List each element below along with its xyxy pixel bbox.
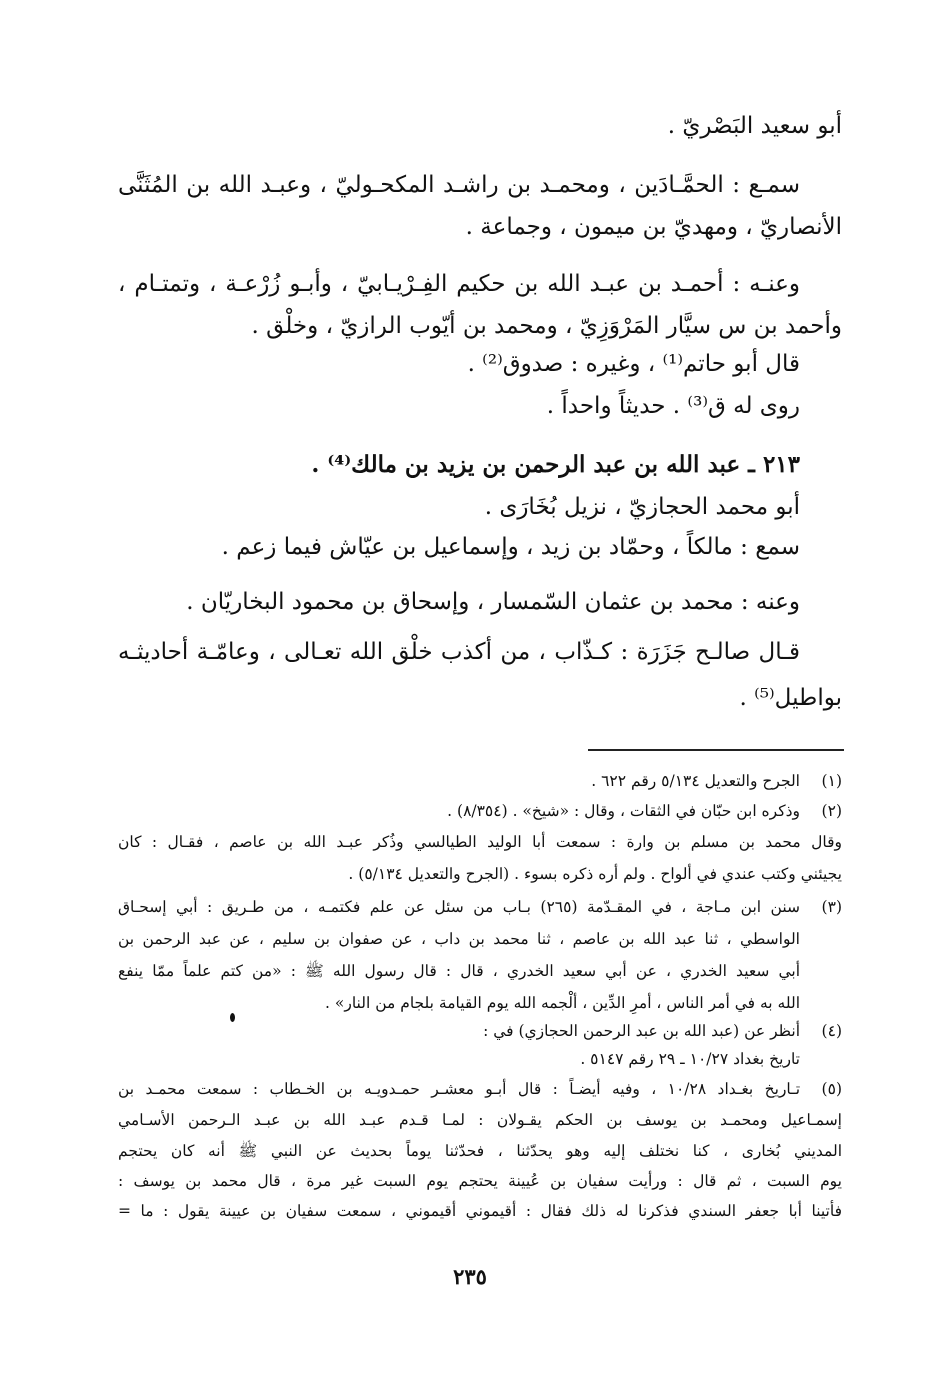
footnote-line [118,827,842,857]
footnote-line [118,1196,842,1226]
entry-heading: ٢١٣ ـ عبد الله بن عبد الرحمن بن يزيد بن مالك⁽⁴⁾ . [311,451,800,478]
footnote-divider [588,749,844,751]
text-line: روى له ق⁽³⁾ . حديثاً واحداً . [546,393,800,419]
text-line: أبو محمد الحجازيّ ، نزيل بُخَارَى . [484,494,800,520]
text-line: أبو سعيد البَصْريّ . [667,113,842,139]
footnote-number: (٢) [821,802,842,820]
footnote-line [118,796,842,826]
text-line: وعنـه : أحمـد بن عبـد الله بن حكيم الفِـرْيـابيّ ، وأبـو زُرْعـة ، وتمتـام ، [118,271,800,297]
footnote-line [118,1166,842,1196]
footnote-text: يوم السبت ، ثم قال : ورأيت سفيان بن عُيينة يحتجم يوم السبت غير مرة ، قال محمد بن يوسف : [118,1172,842,1190]
footnote-line [118,766,842,796]
text-line: قال أبو حاتم⁽¹⁾ ، وغيره : صدوق⁽²⁾ . [467,351,800,377]
footnote-number: (١) [821,772,842,790]
footnote-number: (٣) [821,898,842,916]
footnote-text: الواسطي ، ثنا عبد الله بن عاصم ، ثنا محمد بن داب ، عن صفوان بن سليم ، عن عبد الرحمن بن [118,930,800,948]
text-line: سمع : مالكاً ، وحمّاد بن زيد ، وإسماعيل بن عيّاش فيما زعم . [221,534,800,560]
footnote-text: سنن ابن مـاجة ، في المقـدّمة (٢٦٥) بـاب من سئل عن علم فكتمـه ، من طـريق : أبي إسحـاق [118,898,800,916]
footnote-text: إسمـاعيل ومحمـد بن يوسف بن الحكم يقـولان : لمـا قـدم عبـد الله بن عبـد الـرحمن الأسـامي [118,1111,842,1129]
footnote-text: فأتينا أبا جعفر السندي فذكرنا له ذلك فقال : أقيموني أقيموني ، سمعت سفيان بن عيينة يقول : ما = [118,1202,842,1220]
footnote-text: أبي سعيد الخدري ، عن أبي سعيد الخدري ، قال : قال رسول الله ﷺ : «من كتم علماً ممّا ينفع [118,962,800,980]
text-line: وعنه : محمد بن عثمان السّمسار ، وإسحاق بن محمود البخاريّان . [186,589,800,615]
text-line: قـال صالـح جَزَرَة : كـذّاب ، من أكذب خلْق الله تعـالى ، وعامّـة أحاديثـه [118,639,800,665]
footnote-text: وقال محمد بن مسلم بن وارة : سمعت أبا الوليد الطيالسي وذُكر عبـد الله بن عاصم ، فقـال : كان [118,833,842,851]
text-line: سمـع : الحمَّـادَين ، ومحمـد بن راشـد المكحـوليّ ، وعبـد الله بن المُثَنَّى [118,172,800,198]
footnote-line [118,924,842,954]
footnote-text: الله به في أمر الناس ، أمرِ الدِّين ، ألْجمه الله يوم القيامة بلجام من النار» . [325,994,800,1012]
footnote-line [118,1016,842,1046]
footnote-text: تـاريخ بغـداد ١٠/٢٨ ، وفيه أيضـاً : قال أبـو معشـر حمـدويـه بن الخـطاب : سمعت محمـد بن [118,1080,801,1098]
footnote-line [118,956,842,986]
footnote-number: (٥) [821,1080,842,1098]
footnote-text: الجرح والتعديل ٥/١٣٤ رقم ٦٢٢ . [591,772,800,790]
footnote-text: يجيئني وكتب عندي في ألواح . ولم أره ذكره بسوء . (الجرح والتعديل ٥/١٣٤) . [348,865,842,883]
footnote-text: أنظر عن (عبد الله بن عبد الرحمن الحجازي) في : [483,1022,800,1040]
text-line: الأنصاريّ ، ومهديّ بن ميمون ، وجماعة . [465,214,842,240]
footnote-text: وذكره ابن حبّان في الثقات ، وقال : «شيخ» . (٨/٣٥٤) . [447,802,800,820]
footnote-line [118,1105,842,1135]
footnote-text: تاريخ بغداد ١٠/٢٧ ـ ٢٩ رقم ٥١٤٧ . [580,1050,800,1068]
footnote-line [118,892,842,922]
text-line: وأحمد بن س سيَّار المَرْوَزِيّ ، ومحمد بن أيّوب الرازيّ ، وخلْق . [251,313,842,339]
footnote-number: (٤) [821,1022,842,1040]
page-number: ٢٣٥ [453,1264,487,1289]
footnote-line [118,1136,842,1166]
ink-speck [230,1013,235,1022]
footnote-line [118,988,842,1018]
footnote-line [118,1044,842,1074]
footnote-text: المديني بُخارى ، كنا نختلف إليه وهو يحدّثنا ، فحدّثنا يوماً بحديث عن النبي ﷺ أنه كان يحتجم [118,1142,842,1160]
text-line: بواطيل⁽⁵⁾ . [739,685,842,711]
footnote-line [118,859,842,889]
footnote-line [118,1074,842,1104]
